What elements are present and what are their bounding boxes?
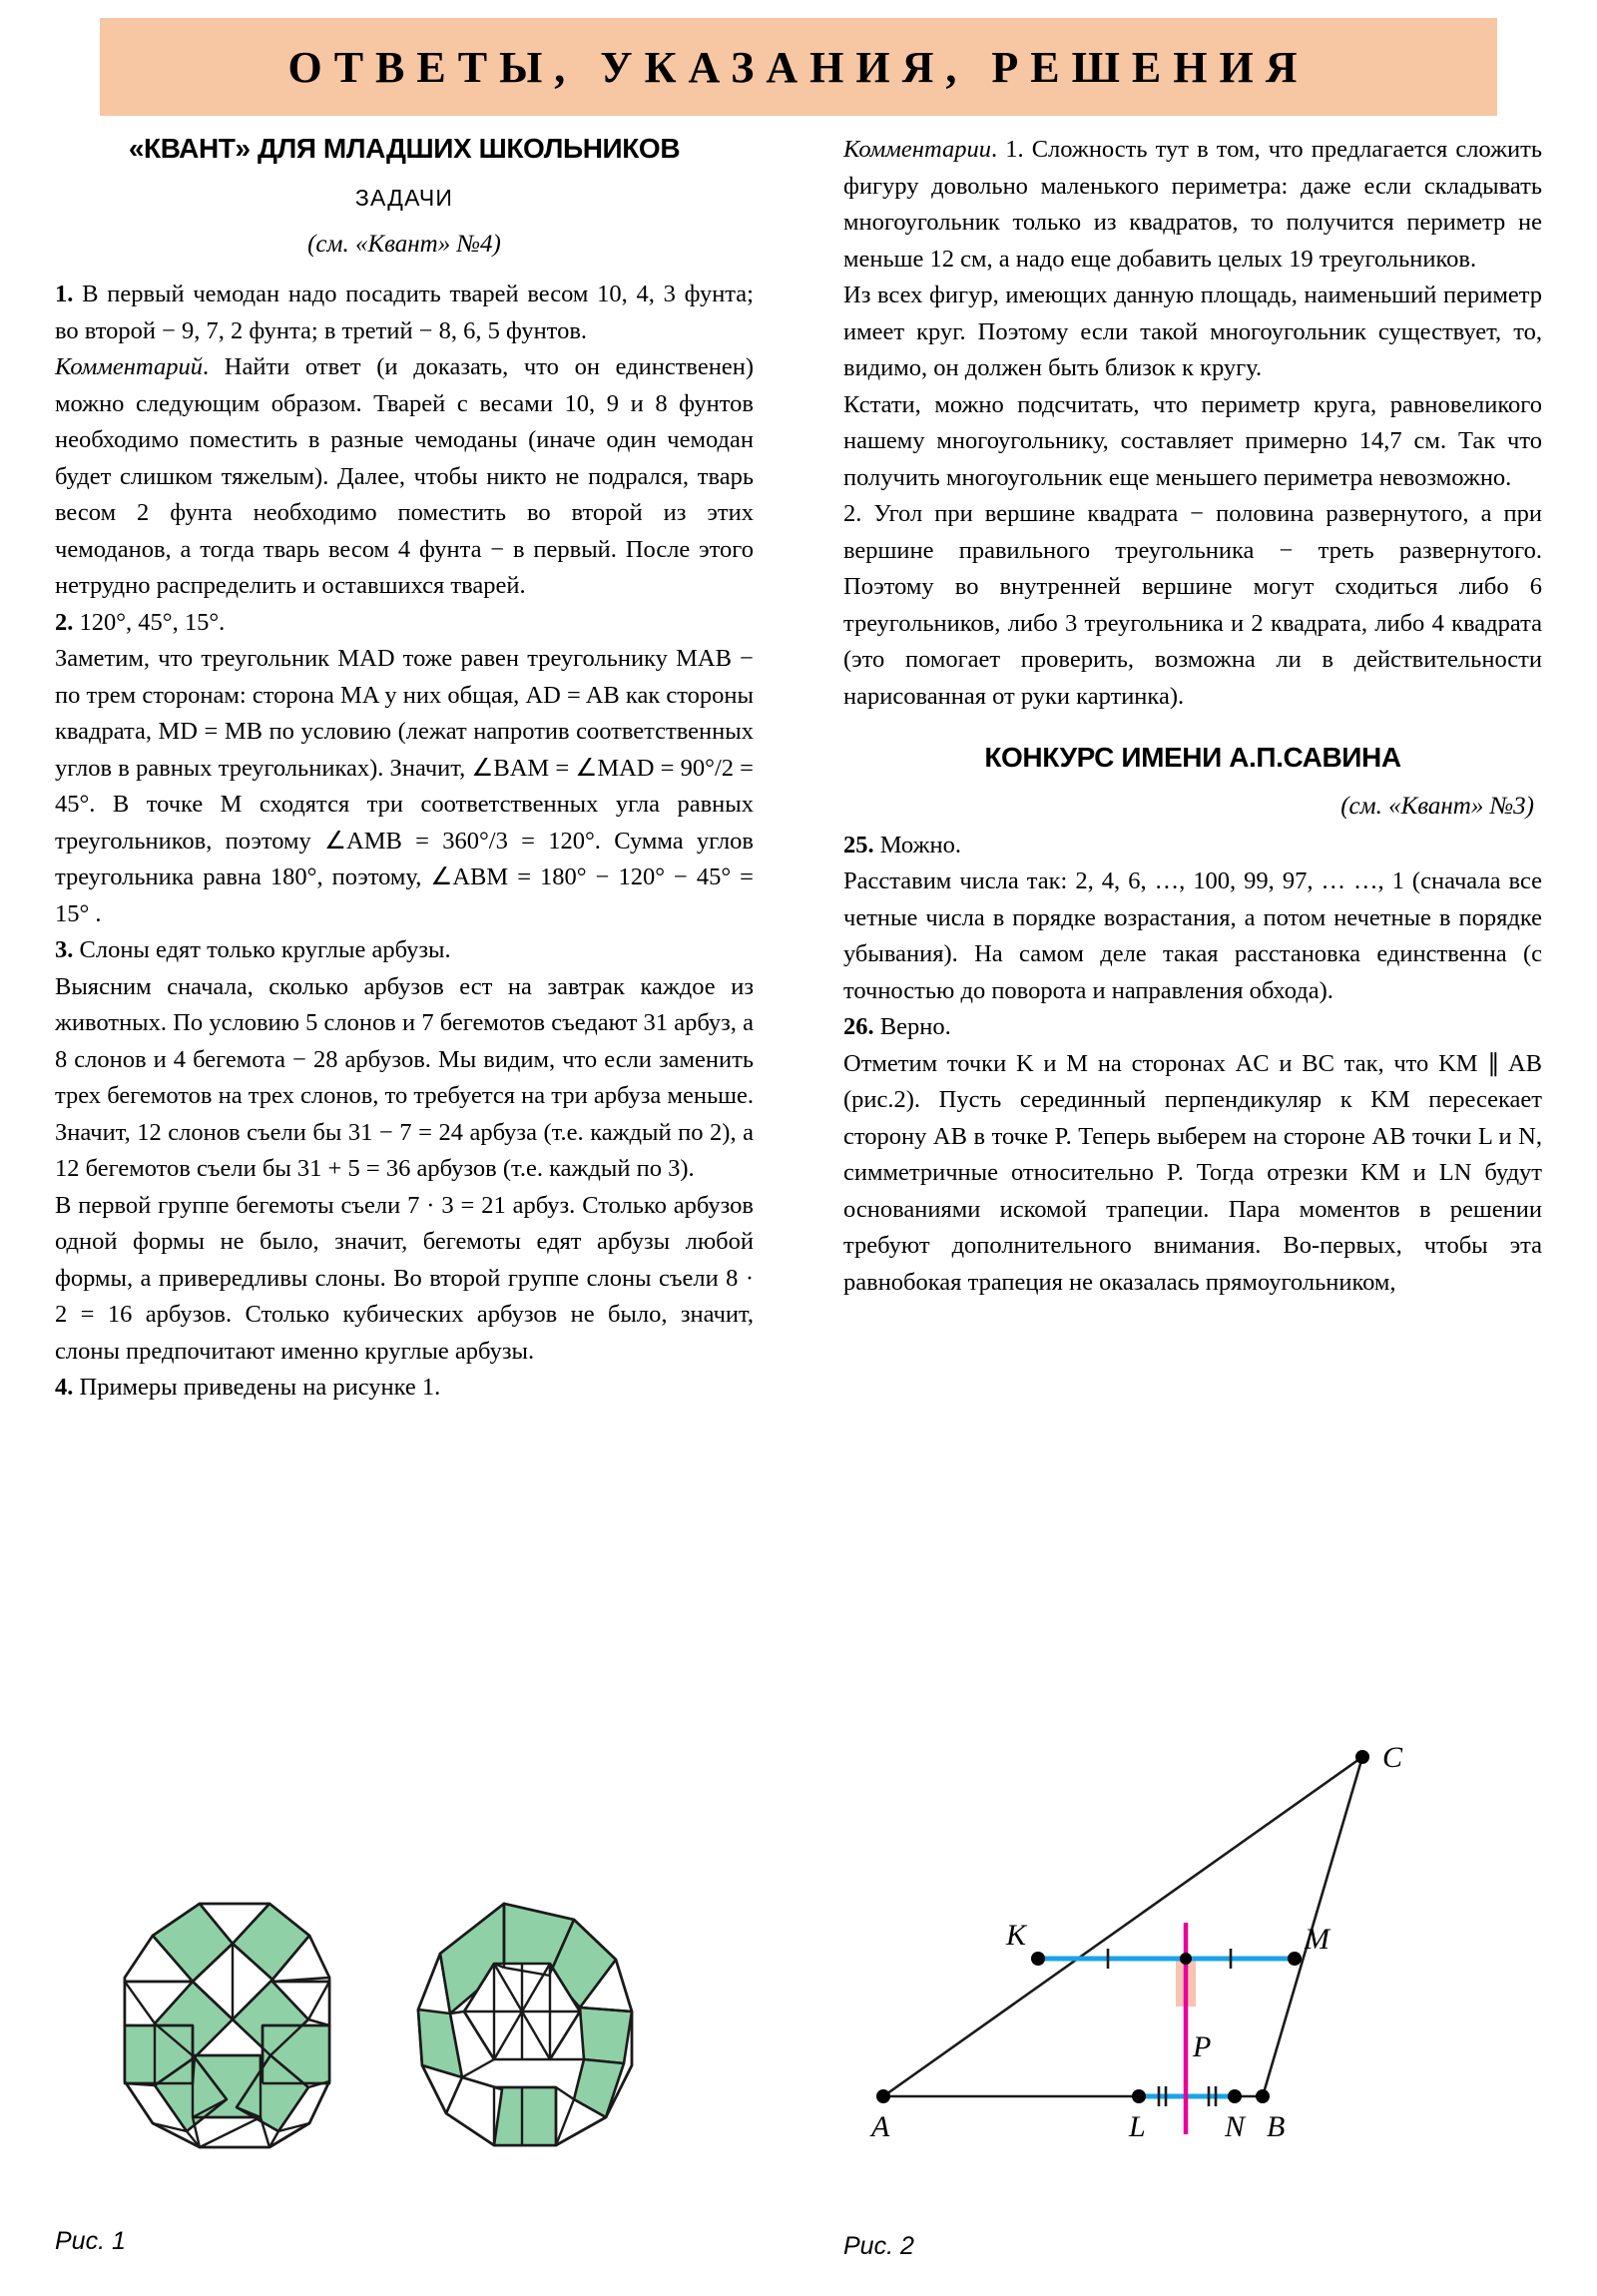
label-K: K [1006,1919,1027,1952]
commentary-1-label: Комментарий [55,353,203,380]
answer-3-solution-a: Выясним сначала, сколько арбузов ест на завтрак каждое из животных. По условию 5 слонов и 7 бегемотов съедают 31 арбуз, а 8 слонов и 4 бегемота − 28 арбузов. Мы видим, что если заменить трех бегемотов на трех слонов, то требуется на три арбуза меньше. Значит, 12 слонов съели бы 31 − 7 = 24 арбуза (т.е. каждый по 2), а 12 бегемотов съели бы 31 + 5 = 36 арбузов (т.е. каждый по 3). [55,972,754,1182]
right-section-heading: КОНКУРС ИМЕНИ А.П.САВИНА [984,742,1401,773]
answer-4-number: 4. [55,1374,74,1401]
commentaries-text-3: Кстати, можно подсчитать, что периметр круга, равновеликого нашему многоугольнику, составляет примерно 14,7 см. Так что получить многоугольник еще меньшего периметра невозможно. [843,390,1542,491]
answer-3-number: 3. [55,936,74,963]
commentary-1-text: . Найти ответ (и доказать, что он единственен) можно следующим образом. Тварей с весами 10, 9 и 8 фунтов необходимо поместить в разные чемоданы (иначе один чемодан будет слишком тяжелым). Далее, чтобы никто не подрался, тварь весом 2 фунта необходимо поместить во второй из этих чемоданов, а тогда тварь весом 4 фунта − в первый. После этого нетрудно распределить и оставшихся тварей. [55,353,754,599]
answer-3-text: Слоны едят только круглые арбузы. [73,936,451,963]
label-C: C [1382,1741,1403,1774]
answer-1-text: В первый чемодан надо посадить тварей весом 10, 4, 3 фунта; во второй − 9, 7, 2 фунта; в третий − 8, 6, 5 фунтов. [55,281,754,344]
commentaries-text-4: 2. Угол при вершине квадрата − половина развернутого, а при вершине правильного треугольника − треть развернутого. Поэтому во внутренней вершине могут сходиться либо 6 треугольников, либо 3 треугольника и 2 квадрата, либо 4 квадрата (это помогает проверить, возможна ли в действительности нарисованная от руки картинка). [843,500,1542,710]
figure-2-graphic [843,1737,1552,2226]
answer-4-text: Примеры приведены на рисунке 1. [73,1374,441,1401]
page-title: ОТВЕТЫ, УКАЗАНИЯ, РЕШЕНИЯ [287,42,1310,92]
figure-1-graphic [55,1892,764,2221]
figure-2-caption: Рис. 2 [843,2232,914,2260]
commentary-1 [55,349,754,605]
answer-25-text: Можно. [873,831,961,859]
answer-26 [843,1009,1542,1046]
answer-1-number: 1. [55,281,74,307]
answer-25-solution: Расставим числа так: 2, 4, 6, …, 100, 99, 97, … …, 1 (сначала все четные числа в порядке возрастания, а потом нечетные в порядке убывания). На самом деле такая расстановка единственна (с точностью до поворота и направления обхода). [843,867,1542,1004]
answer-3-solution-b: В первой группе бегемоты съели 7 · 3 = 21 арбуз. Столько арбузов одной формы не было, значит, бегемоты едят арбузы любой формы, а привередливы слоны. Во второй группе слоны съели 8 · 2 = 16 арбузов. Столько кубических арбузов не было, значит, слоны предпочитают именно круглые арбузы. [55,1191,754,1365]
commentaries-text-2: Из всех фигур, имеющих данную площадь, наименьший периметр имеет круг. Поэтому если такой многоугольник существует, то, видимо, он должен быть близок к кругу. [843,282,1542,381]
answer-26-solution: Отметим точки K и M на сторонах AC и BC так, что KM ∥ AB (рис.2). Пусть серединный перпендикуляр к KM пересекает сторону AB в точке P. Теперь выберем на стороне AB точки L и N, симметричные относительно P. Тогда отрезки KM и LN будут основаниями искомой трапеции. Пара моментов в решении требуют дополнительного внимания. Во-первых, чтобы эта равнобокая трапеция не оказалась прямоугольником, [843,1049,1542,1296]
left-section-heading: «КВАНТ» ДЛЯ МЛАДШИХ ШКОЛЬНИКОВ [128,133,681,164]
answer-26-number: 26. [843,1013,874,1040]
label-P: P [1193,2030,1212,2063]
label-A: A [871,2110,890,2143]
answer-2-text: 120°, 45°, 15°. [73,608,226,636]
label-B: B [1267,2110,1286,2143]
answer-26-text: Верно. [873,1013,951,1040]
answer-2 [55,605,754,642]
answer-3 [55,932,754,969]
right-column [843,132,1542,1301]
commentaries-label: Комментарии [843,136,991,163]
spacer [843,715,1542,741]
left-column [55,132,754,1407]
figure-1 [55,1892,764,2256]
figure-1-caption: Рис. 1 [55,2227,126,2255]
answer-4 [55,1370,754,1407]
figure-2 [843,1737,1552,2261]
commentaries-block [843,132,1542,278]
answer-2-number: 2. [55,608,74,636]
commentaries-text-1: . 1. Сложность тут в том, что предлагается сложить фигуру довольно маленького периметра: даже если складывать многоугольник только из квадратов, то получится периметр не меньше 12 см, а надо еще добавить целых 19 треугольников. [843,136,1542,273]
label-N: N [1225,2110,1246,2143]
label-L: L [1129,2110,1146,2143]
answer-1 [55,277,754,349]
answer-2-solution: Заметим, что треугольник MAD тоже равен треугольнику MAB − по трем сторонам: сторона MA у них общая, AD = AB как стороны квадрата, MD = MB по условию (лежат напротив соответственных углов в равных треугольниках). Значит, ∠BAM = ∠MAD = 90°/2 = 45°. В точке M сходятся три соответственных угла равных треугольников, поэтому ∠AMB = 360°/3 = 120°. Сумма углов треугольника равна 180°, поэтому, ∠ABM = 180° − 120° − 45° = 15° . [55,645,754,927]
right-issue-reference: (см. «Квант» №3) [1340,793,1534,820]
left-issue-reference: (см. «Квант» №4) [307,230,501,258]
answer-25 [843,828,1542,864]
label-M: M [1305,1923,1330,1956]
answer-25-number: 25. [843,831,874,859]
left-sub-heading: ЗАДАЧИ [354,185,454,211]
